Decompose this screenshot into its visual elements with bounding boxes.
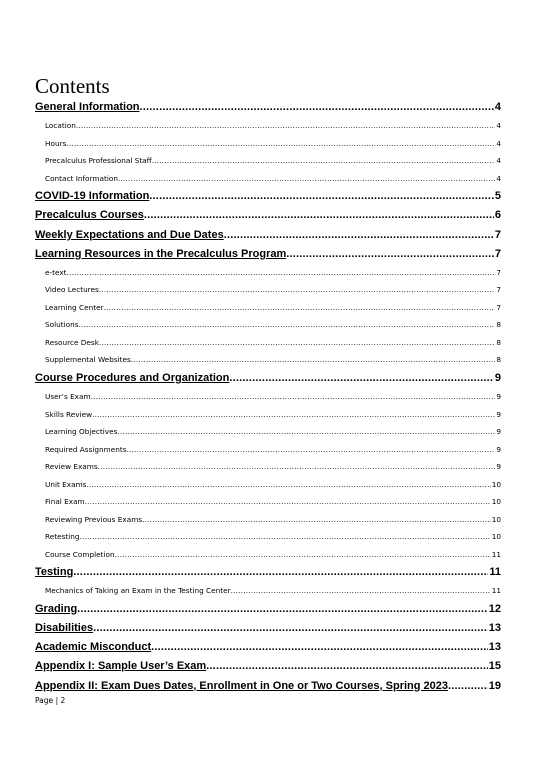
toc-page-number: 12: [488, 602, 501, 615]
toc-subsection-entry[interactable]: [35, 493, 501, 511]
toc-subsection-entry[interactable]: [35, 135, 501, 153]
toc-section-entry[interactable]: [35, 638, 501, 657]
toc-subsection-entry[interactable]: [35, 458, 501, 476]
toc-subsection-entry[interactable]: [35, 281, 501, 299]
toc-entry-text: COVID-19 Information: [35, 190, 150, 203]
toc-entry-text: Course Procedures and Organization: [35, 371, 230, 384]
toc-subsection-entry[interactable]: [35, 388, 501, 406]
toc-title: Contents: [35, 74, 110, 98]
footer-separator: |: [55, 696, 59, 705]
toc-dot-leader: [76, 117, 495, 135]
toc-dot-leader: [67, 264, 496, 282]
toc-subsection-entry[interactable]: [35, 582, 501, 600]
toc-entry-text: User’s Exam: [45, 392, 91, 402]
toc-section-entry[interactable]: [35, 206, 501, 225]
toc-dot-leader: [117, 423, 495, 441]
toc-dot-leader: [140, 98, 494, 117]
toc-page-number: 9: [494, 371, 501, 384]
toc-section-entry[interactable]: [35, 369, 501, 388]
toc-subsection-entry[interactable]: [35, 511, 501, 529]
toc-section-entry[interactable]: [35, 563, 501, 582]
toc-subsection-entry[interactable]: [35, 117, 501, 135]
toc-page-number: 10: [491, 479, 501, 489]
toc-entry-text: Solutions: [45, 320, 79, 330]
toc-dot-leader: [91, 388, 496, 406]
page-footer: [35, 696, 65, 705]
toc-dot-leader: [149, 187, 494, 206]
toc-entry-text: Mechanics of Taking an Exam in the Testing Center: [45, 586, 231, 596]
toc-page-number: 7: [494, 228, 501, 241]
footer-page-number: 2: [60, 696, 66, 705]
toc-dot-leader: [448, 677, 488, 696]
toc-entry-text: Resource Desk: [45, 337, 99, 347]
toc-page-number: 7: [496, 285, 501, 295]
toc-entry-text: Unit Exams: [45, 479, 87, 489]
toc-subsection-entry[interactable]: [35, 264, 501, 282]
toc-entry-text: e-text: [45, 267, 67, 277]
toc-entry-text: Appendix II: Exam Dues Dates, Enrollment in One or Two Courses, Spring 2023: [35, 679, 448, 692]
toc-page-number: 9: [496, 427, 501, 437]
toc-entry-text: Reviewing Previous Exams: [45, 514, 143, 524]
toc-entry-text: Required Assignments: [45, 444, 127, 454]
toc-page-number: 4: [494, 101, 501, 113]
toc-dot-leader: [92, 406, 495, 424]
toc-dot-leader: [224, 226, 494, 245]
toc-page-number: 7: [496, 302, 501, 312]
toc-subsection-entry[interactable]: [35, 406, 501, 424]
toc-entry-text: General Information: [35, 101, 140, 113]
toc-dot-leader: [99, 281, 496, 299]
toc-dot-leader: [98, 458, 496, 476]
toc-dot-leader: [66, 135, 495, 153]
toc-page-number: 10: [491, 497, 501, 507]
toc-subsection-entry[interactable]: [35, 152, 501, 170]
toc-dot-leader: [93, 619, 488, 638]
toc-dot-leader: [77, 600, 488, 619]
toc-entry-text: Contact Information: [45, 173, 118, 183]
toc-section-entry[interactable]: [35, 600, 501, 619]
toc-dot-leader: [73, 563, 488, 582]
toc-subsection-entry[interactable]: [35, 423, 501, 441]
toc-entry-text: Location: [45, 121, 76, 131]
toc-dot-leader: [99, 334, 495, 352]
toc-page-number: 6: [494, 209, 501, 222]
toc-entry-text: Final Exam: [45, 497, 85, 507]
toc-page-number: 8: [496, 355, 501, 365]
toc-page-number: 9: [496, 444, 501, 454]
toc-page-number: 13: [488, 622, 501, 634]
toc-dot-leader: [86, 476, 490, 494]
toc-page-number: 10: [491, 532, 501, 542]
toc-dot-leader: [127, 441, 496, 459]
toc-section-entry[interactable]: [35, 226, 501, 245]
toc-entry-text: Testing: [35, 566, 74, 579]
toc-entry-text: Video Lectures: [45, 285, 99, 295]
toc-subsection-entry[interactable]: [35, 351, 501, 369]
toc-entry-text: Supplemental Websites: [45, 355, 131, 365]
toc-page-number: 4: [496, 173, 501, 183]
toc-page-number: 4: [496, 156, 501, 166]
toc-dot-leader: [206, 657, 488, 676]
toc-entry-text: Academic Misconduct: [35, 641, 152, 654]
toc-dot-leader: [104, 299, 496, 317]
toc-dot-leader: [115, 546, 491, 564]
toc-dot-leader: [229, 369, 494, 388]
toc-subsection-entry[interactable]: [35, 170, 501, 188]
toc-dot-leader: [151, 638, 488, 657]
toc-page-number: 19: [488, 679, 501, 692]
toc-page-number: 11: [491, 549, 501, 559]
toc-page-number: 4: [496, 121, 501, 131]
toc-section-entry[interactable]: [35, 619, 501, 638]
toc-entry-text: Disabilities: [35, 622, 94, 634]
toc-page-number: 8: [496, 337, 501, 347]
toc-section-entry[interactable]: [35, 98, 501, 117]
toc-page-number: 8: [496, 320, 501, 330]
toc-page-number: 9: [496, 462, 501, 472]
toc-dot-leader: [144, 206, 494, 225]
toc-dot-leader: [79, 316, 496, 334]
table-of-contents: [35, 98, 501, 696]
toc-entry-text: Skills Review: [45, 409, 93, 419]
toc-dot-leader: [286, 245, 494, 264]
toc-section-entry[interactable]: [35, 245, 501, 264]
toc-page-number: 13: [488, 641, 501, 654]
toc-section-entry[interactable]: [35, 187, 501, 206]
toc-entry-text: Review Exams: [45, 462, 98, 472]
toc-section-entry[interactable]: [35, 657, 501, 676]
toc-dot-leader: [85, 493, 491, 511]
toc-subsection-entry[interactable]: [35, 441, 501, 459]
toc-entry-text: Precalculus Professional Staff: [45, 156, 152, 166]
toc-entry-text: Learning Center: [45, 302, 104, 312]
toc-dot-leader: [231, 582, 491, 600]
footer-label: Page: [35, 696, 54, 705]
toc-page-number: 15: [488, 660, 501, 673]
toc-entry-text: Precalculus Courses: [35, 209, 144, 222]
toc-subsection-entry[interactable]: [35, 528, 501, 546]
toc-dot-leader: [118, 170, 495, 188]
toc-page-number: 11: [491, 586, 501, 596]
toc-entry-text: Learning Objectives: [45, 427, 118, 437]
toc-page-number: 10: [491, 514, 501, 524]
toc-page-number: 9: [496, 392, 501, 402]
toc-section-entry[interactable]: [35, 677, 501, 696]
toc-subsection-entry[interactable]: [35, 334, 501, 352]
toc-page-number: 5: [494, 190, 501, 203]
toc-page-number: 4: [496, 138, 501, 148]
toc-entry-text: Weekly Expectations and Due Dates: [35, 228, 224, 241]
toc-subsection-entry[interactable]: [35, 476, 501, 494]
toc-entry-text: Retesting: [45, 532, 80, 542]
toc-page-number: 11: [489, 566, 501, 579]
toc-page-number: 7: [496, 267, 501, 277]
toc-dot-leader: [80, 528, 491, 546]
toc-dot-leader: [142, 511, 491, 529]
toc-subsection-entry[interactable]: [35, 546, 501, 564]
toc-entry-text: Course Completion: [45, 549, 115, 559]
toc-subsection-entry[interactable]: [35, 299, 501, 317]
toc-subsection-entry[interactable]: [35, 316, 501, 334]
toc-dot-leader: [152, 152, 496, 170]
toc-page-number: 9: [496, 409, 501, 419]
toc-entry-text: Appendix I: Sample User’s Exam: [35, 660, 207, 673]
toc-page-number: 7: [494, 247, 501, 260]
toc-entry-text: Grading: [35, 602, 78, 615]
toc-entry-text: Learning Resources in the Precalculus Program: [35, 247, 287, 260]
toc-entry-text: Hours: [45, 138, 67, 148]
toc-dot-leader: [131, 351, 496, 369]
